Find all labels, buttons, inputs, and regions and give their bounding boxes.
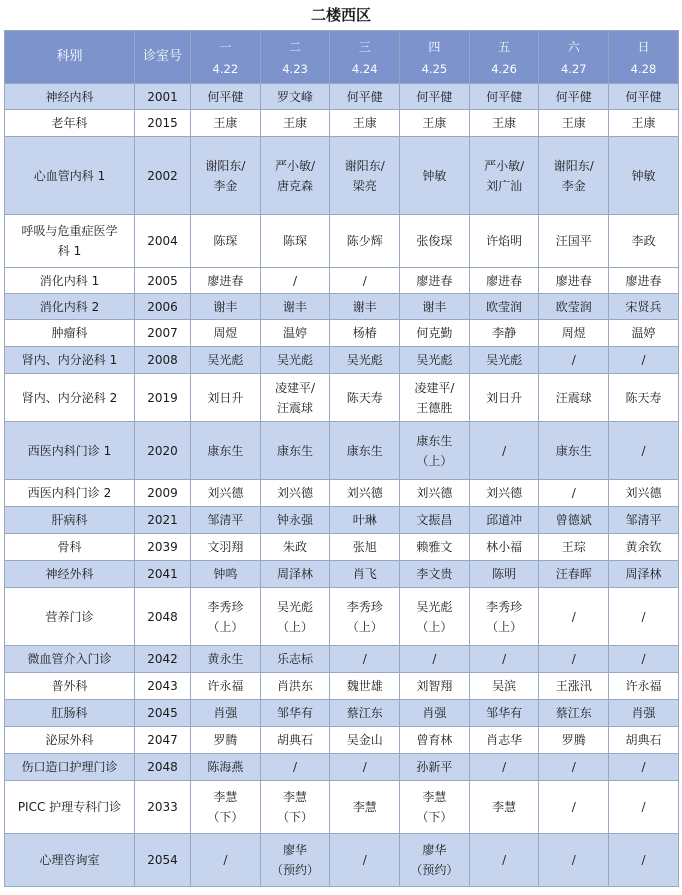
doctor-cell: / (330, 834, 400, 887)
header-day (469, 31, 539, 84)
doctor-cell: 严小敏/ 刘广汕 (469, 137, 539, 215)
doctor-cell: 钟鸣 (191, 561, 261, 588)
table-row (5, 561, 679, 588)
doctor-cell: 刘兴德 (609, 480, 679, 507)
doctor-cell: 何平健 (400, 84, 470, 110)
doctor-cell: 谢阳东/ 梁亮 (330, 137, 400, 215)
doctor-cell: 温婷 (609, 320, 679, 347)
table-row (5, 834, 679, 887)
room-cell: 2002 (135, 137, 191, 215)
doctor-cell: 康东生 (260, 422, 330, 480)
doctor-cell: / (609, 646, 679, 673)
table-row (5, 347, 679, 374)
header-date: 4.27 (560, 62, 587, 76)
header-day (609, 31, 679, 84)
doctor-cell: 肖强 (191, 700, 261, 727)
doctor-cell: 刘兴德 (260, 480, 330, 507)
dept-cell: 肾内、内分泌科 2 (5, 374, 135, 422)
dept-cell: 普外科 (5, 673, 135, 700)
dept-cell: 营养门诊 (5, 588, 135, 646)
doctor-cell: 廖进春 (469, 268, 539, 294)
doctor-cell: 谢丰 (400, 294, 470, 320)
room-cell: 2019 (135, 374, 191, 422)
doctor-cell: 李慧 （下） (400, 781, 470, 834)
header-day (400, 31, 470, 84)
doctor-cell: 何克勤 (400, 320, 470, 347)
doctor-cell: 谢丰 (260, 294, 330, 320)
doctor-cell: 何平健 (469, 84, 539, 110)
doctor-cell: / (609, 781, 679, 834)
room-cell: 2054 (135, 834, 191, 887)
doctor-cell: 罗腾 (539, 727, 609, 754)
dept-cell: 微血管介入门诊 (5, 646, 135, 673)
doctor-cell: 康东生 （上） (400, 422, 470, 480)
dept-cell: 西医内科门诊 1 (5, 422, 135, 480)
doctor-cell: / (609, 754, 679, 781)
room-cell: 2043 (135, 673, 191, 700)
table-row (5, 588, 679, 646)
header-date: 4.28 (630, 62, 657, 76)
table-row (5, 534, 679, 561)
room-cell: 2021 (135, 507, 191, 534)
doctor-cell: 宋贤兵 (609, 294, 679, 320)
doctor-cell: 陈少辉 (330, 215, 400, 268)
doctor-cell: 黄余钦 (609, 534, 679, 561)
room-cell: 2048 (135, 588, 191, 646)
doctor-cell: 廖华 （预约） (400, 834, 470, 887)
header-weekday: 四 (428, 40, 441, 54)
header-day (191, 31, 261, 84)
doctor-cell: 李文贵 (400, 561, 470, 588)
dept-cell: 老年科 (5, 110, 135, 137)
doctor-cell: 凌建平/ 汪震球 (260, 374, 330, 422)
doctor-cell: / (330, 646, 400, 673)
doctor-cell: 邹华有 (469, 700, 539, 727)
dept-cell: 肛肠科 (5, 700, 135, 727)
header-date: 4.26 (491, 62, 517, 76)
doctor-cell: 蔡江东 (330, 700, 400, 727)
room-cell: 2041 (135, 561, 191, 588)
room-cell: 2004 (135, 215, 191, 268)
doctor-cell: / (539, 480, 609, 507)
doctor-cell: 曾育林 (400, 727, 470, 754)
dept-cell: 消化内科 2 (5, 294, 135, 320)
doctor-cell: 李秀珍 （上） (330, 588, 400, 646)
doctor-cell: 廖进春 (191, 268, 261, 294)
doctor-cell: 王康 (400, 110, 470, 137)
doctor-cell: 肖强 (609, 700, 679, 727)
doctor-cell: 陈天寿 (609, 374, 679, 422)
doctor-cell: 陈海燕 (191, 754, 261, 781)
table-row (5, 294, 679, 320)
table-header (5, 31, 679, 84)
room-cell: 2047 (135, 727, 191, 754)
doctor-cell: 刘兴德 (330, 480, 400, 507)
doctor-cell: 汪春晖 (539, 561, 609, 588)
table-row (5, 700, 679, 727)
doctor-cell: 叶琳 (330, 507, 400, 534)
doctor-cell: 陈琛 (260, 215, 330, 268)
doctor-cell: 肖志华 (469, 727, 539, 754)
dept-cell: 泌尿外科 (5, 727, 135, 754)
header-weekday: 六 (567, 40, 580, 54)
doctor-cell: 吴光彪 (400, 347, 470, 374)
doctor-cell: 凌建平/ 王德胜 (400, 374, 470, 422)
room-cell: 2042 (135, 646, 191, 673)
doctor-cell: 刘日升 (469, 374, 539, 422)
room-cell: 2045 (135, 700, 191, 727)
doctor-cell: 刘日升 (191, 374, 261, 422)
table-row (5, 215, 679, 268)
doctor-cell: / (539, 781, 609, 834)
doctor-cell: 曾德斌 (539, 507, 609, 534)
doctor-cell: 刘兴德 (191, 480, 261, 507)
doctor-cell: 谢丰 (330, 294, 400, 320)
room-cell: 2009 (135, 480, 191, 507)
doctor-cell: 李慧 （下） (260, 781, 330, 834)
table-row (5, 422, 679, 480)
header-weekday: 日 (637, 40, 650, 54)
doctor-cell: 陈琛 (191, 215, 261, 268)
doctor-cell: 朱政 (260, 534, 330, 561)
doctor-cell: / (260, 268, 330, 294)
doctor-cell: 刘兴德 (400, 480, 470, 507)
doctor-cell: 钟敏 (609, 137, 679, 215)
doctor-cell: 文振昌 (400, 507, 470, 534)
header-date: 4.25 (421, 62, 448, 76)
table-body (5, 84, 679, 887)
dept-cell: 肝病科 (5, 507, 135, 534)
table-row (5, 727, 679, 754)
header-day (330, 31, 400, 84)
doctor-cell: / (469, 646, 539, 673)
room-cell: 2001 (135, 84, 191, 110)
table-row (5, 374, 679, 422)
header-room: 诊室号 (135, 31, 191, 84)
doctor-cell: 吴光彪 (330, 347, 400, 374)
room-cell: 2008 (135, 347, 191, 374)
room-cell: 2005 (135, 268, 191, 294)
dept-cell: 伤口造口护理门诊 (5, 754, 135, 781)
table-row (5, 480, 679, 507)
doctor-cell: 吴光彪 (191, 347, 261, 374)
doctor-cell: 许永福 (191, 673, 261, 700)
doctor-cell: 罗腾 (191, 727, 261, 754)
doctor-cell: 邹清平 (191, 507, 261, 534)
room-cell: 2020 (135, 422, 191, 480)
doctor-cell: 胡典石 (609, 727, 679, 754)
doctor-cell: 康东生 (191, 422, 261, 480)
room-cell: 2048 (135, 754, 191, 781)
doctor-cell: 李秀珍 （上） (191, 588, 261, 646)
doctor-cell: 张俊琛 (400, 215, 470, 268)
dept-cell: 神经外科 (5, 561, 135, 588)
doctor-cell: 周泽林 (260, 561, 330, 588)
doctor-cell: 谢阳东/ 李金 (191, 137, 261, 215)
dept-cell: 肾内、内分泌科 1 (5, 347, 135, 374)
header-date: 4.22 (212, 62, 239, 76)
schedule-table (4, 30, 679, 887)
doctor-cell: 文羽翔 (191, 534, 261, 561)
doctor-cell: 邱道冲 (469, 507, 539, 534)
doctor-cell: 康东生 (539, 422, 609, 480)
table-row (5, 507, 679, 534)
doctor-cell: 肖强 (400, 700, 470, 727)
doctor-cell: 李慧 (330, 781, 400, 834)
doctor-cell: 邹清平 (609, 507, 679, 534)
doctor-cell: 王涨汛 (539, 673, 609, 700)
table-row (5, 84, 679, 110)
doctor-cell: 汪震球 (539, 374, 609, 422)
header-weekday: 三 (358, 40, 371, 54)
doctor-cell: 吴滨 (469, 673, 539, 700)
doctor-cell: 周煜 (191, 320, 261, 347)
doctor-cell: 罗文峰 (260, 84, 330, 110)
doctor-cell: 何平健 (330, 84, 400, 110)
doctor-cell: 廖进春 (539, 268, 609, 294)
room-cell: 2007 (135, 320, 191, 347)
table-row (5, 110, 679, 137)
doctor-cell: / (469, 422, 539, 480)
room-cell: 2039 (135, 534, 191, 561)
doctor-cell: 欧莹润 (469, 294, 539, 320)
doctor-cell: / (539, 646, 609, 673)
doctor-cell: 陈明 (469, 561, 539, 588)
table-row (5, 754, 679, 781)
doctor-cell: 许焰明 (469, 215, 539, 268)
doctor-cell: 邹华有 (260, 700, 330, 727)
doctor-cell: / (539, 347, 609, 374)
doctor-cell: 陈天寿 (330, 374, 400, 422)
header-day (539, 31, 609, 84)
doctor-cell: / (330, 268, 400, 294)
doctor-cell: 吴金山 (330, 727, 400, 754)
header-weekday: 二 (289, 40, 302, 54)
doctor-cell: 林小福 (469, 534, 539, 561)
header-day (260, 31, 330, 84)
doctor-cell: 何平健 (191, 84, 261, 110)
page-title: 二楼西区 (310, 6, 371, 24)
dept-cell: 西医内科门诊 2 (5, 480, 135, 507)
header-weekday: 五 (498, 40, 511, 54)
doctor-cell: 乐志标 (260, 646, 330, 673)
doctor-cell: 刘兴德 (469, 480, 539, 507)
table-row (5, 137, 679, 215)
doctor-cell: 李秀珍 （上） (469, 588, 539, 646)
doctor-cell: 廖进春 (609, 268, 679, 294)
doctor-cell: / (609, 422, 679, 480)
doctor-cell: 魏世雄 (330, 673, 400, 700)
doctor-cell: 肖洪东 (260, 673, 330, 700)
table-row (5, 320, 679, 347)
doctor-cell: 温婷 (260, 320, 330, 347)
dept-cell: 消化内科 1 (5, 268, 135, 294)
doctor-cell: 王康 (539, 110, 609, 137)
doctor-cell: 钟敏 (400, 137, 470, 215)
dept-cell: 骨科 (5, 534, 135, 561)
dept-cell: 心理咨询室 (5, 834, 135, 887)
room-cell: 2015 (135, 110, 191, 137)
doctor-cell: / (469, 834, 539, 887)
doctor-cell: 许永福 (609, 673, 679, 700)
doctor-cell: 肖飞 (330, 561, 400, 588)
dept-cell: PICC 护理专科门诊 (5, 781, 135, 834)
doctor-cell: 王琮 (539, 534, 609, 561)
doctor-cell: 王康 (260, 110, 330, 137)
dept-cell: 呼吸与危重症医学 科 1 (5, 215, 135, 268)
room-cell: 2033 (135, 781, 191, 834)
doctor-cell: 廖华 （预约） (260, 834, 330, 887)
doctor-cell: 李慧 (469, 781, 539, 834)
doctor-cell: / (191, 834, 261, 887)
doctor-cell: 康东生 (330, 422, 400, 480)
doctor-cell: / (469, 754, 539, 781)
doctor-cell: 何平健 (539, 84, 609, 110)
doctor-cell: / (330, 754, 400, 781)
doctor-cell: 刘智翔 (400, 673, 470, 700)
doctor-cell: 王康 (609, 110, 679, 137)
doctor-cell: 杨椿 (330, 320, 400, 347)
doctor-cell: 李政 (609, 215, 679, 268)
doctor-cell: 吴光彪 （上） (260, 588, 330, 646)
doctor-cell: 何平健 (609, 84, 679, 110)
table-row (5, 781, 679, 834)
doctor-cell: 吴光彪 (260, 347, 330, 374)
doctor-cell: 王康 (330, 110, 400, 137)
dept-cell: 心血管内科 1 (5, 137, 135, 215)
doctor-cell: / (400, 646, 470, 673)
dept-cell: 肿瘤科 (5, 320, 135, 347)
doctor-cell: 严小敏/ 唐克森 (260, 137, 330, 215)
doctor-cell: 吴光彪 (469, 347, 539, 374)
doctor-cell: / (609, 834, 679, 887)
doctor-cell: / (609, 588, 679, 646)
doctor-cell: 张旭 (330, 534, 400, 561)
header-dept: 科别 (5, 31, 135, 84)
doctor-cell: 廖进春 (400, 268, 470, 294)
doctor-cell: / (609, 347, 679, 374)
doctor-cell: 胡典石 (260, 727, 330, 754)
doctor-cell: 谢丰 (191, 294, 261, 320)
doctor-cell: 汪国平 (539, 215, 609, 268)
header-weekday: 一 (219, 40, 232, 54)
doctor-cell: 谢阳东/ 李金 (539, 137, 609, 215)
doctor-cell: 孙新平 (400, 754, 470, 781)
doctor-cell: 黄永生 (191, 646, 261, 673)
doctor-cell: 李静 (469, 320, 539, 347)
doctor-cell: 周煜 (539, 320, 609, 347)
doctor-cell: 欧莹润 (539, 294, 609, 320)
table-row (5, 268, 679, 294)
table-row (5, 673, 679, 700)
doctor-cell: / (539, 588, 609, 646)
doctor-cell: 赖雅文 (400, 534, 470, 561)
doctor-cell: / (539, 754, 609, 781)
doctor-cell: 李慧 （下） (191, 781, 261, 834)
header-date: 4.24 (351, 62, 378, 76)
doctor-cell: 王康 (191, 110, 261, 137)
doctor-cell: 王康 (469, 110, 539, 137)
doctor-cell: 蔡江东 (539, 700, 609, 727)
doctor-cell: 钟永强 (260, 507, 330, 534)
dept-cell: 神经内科 (5, 84, 135, 110)
doctor-cell: 吴光彪 （上） (400, 588, 470, 646)
doctor-cell: 周泽林 (609, 561, 679, 588)
doctor-cell: / (539, 834, 609, 887)
doctor-cell: / (260, 754, 330, 781)
table-row (5, 646, 679, 673)
room-cell: 2006 (135, 294, 191, 320)
header-date: 4.23 (282, 62, 308, 76)
